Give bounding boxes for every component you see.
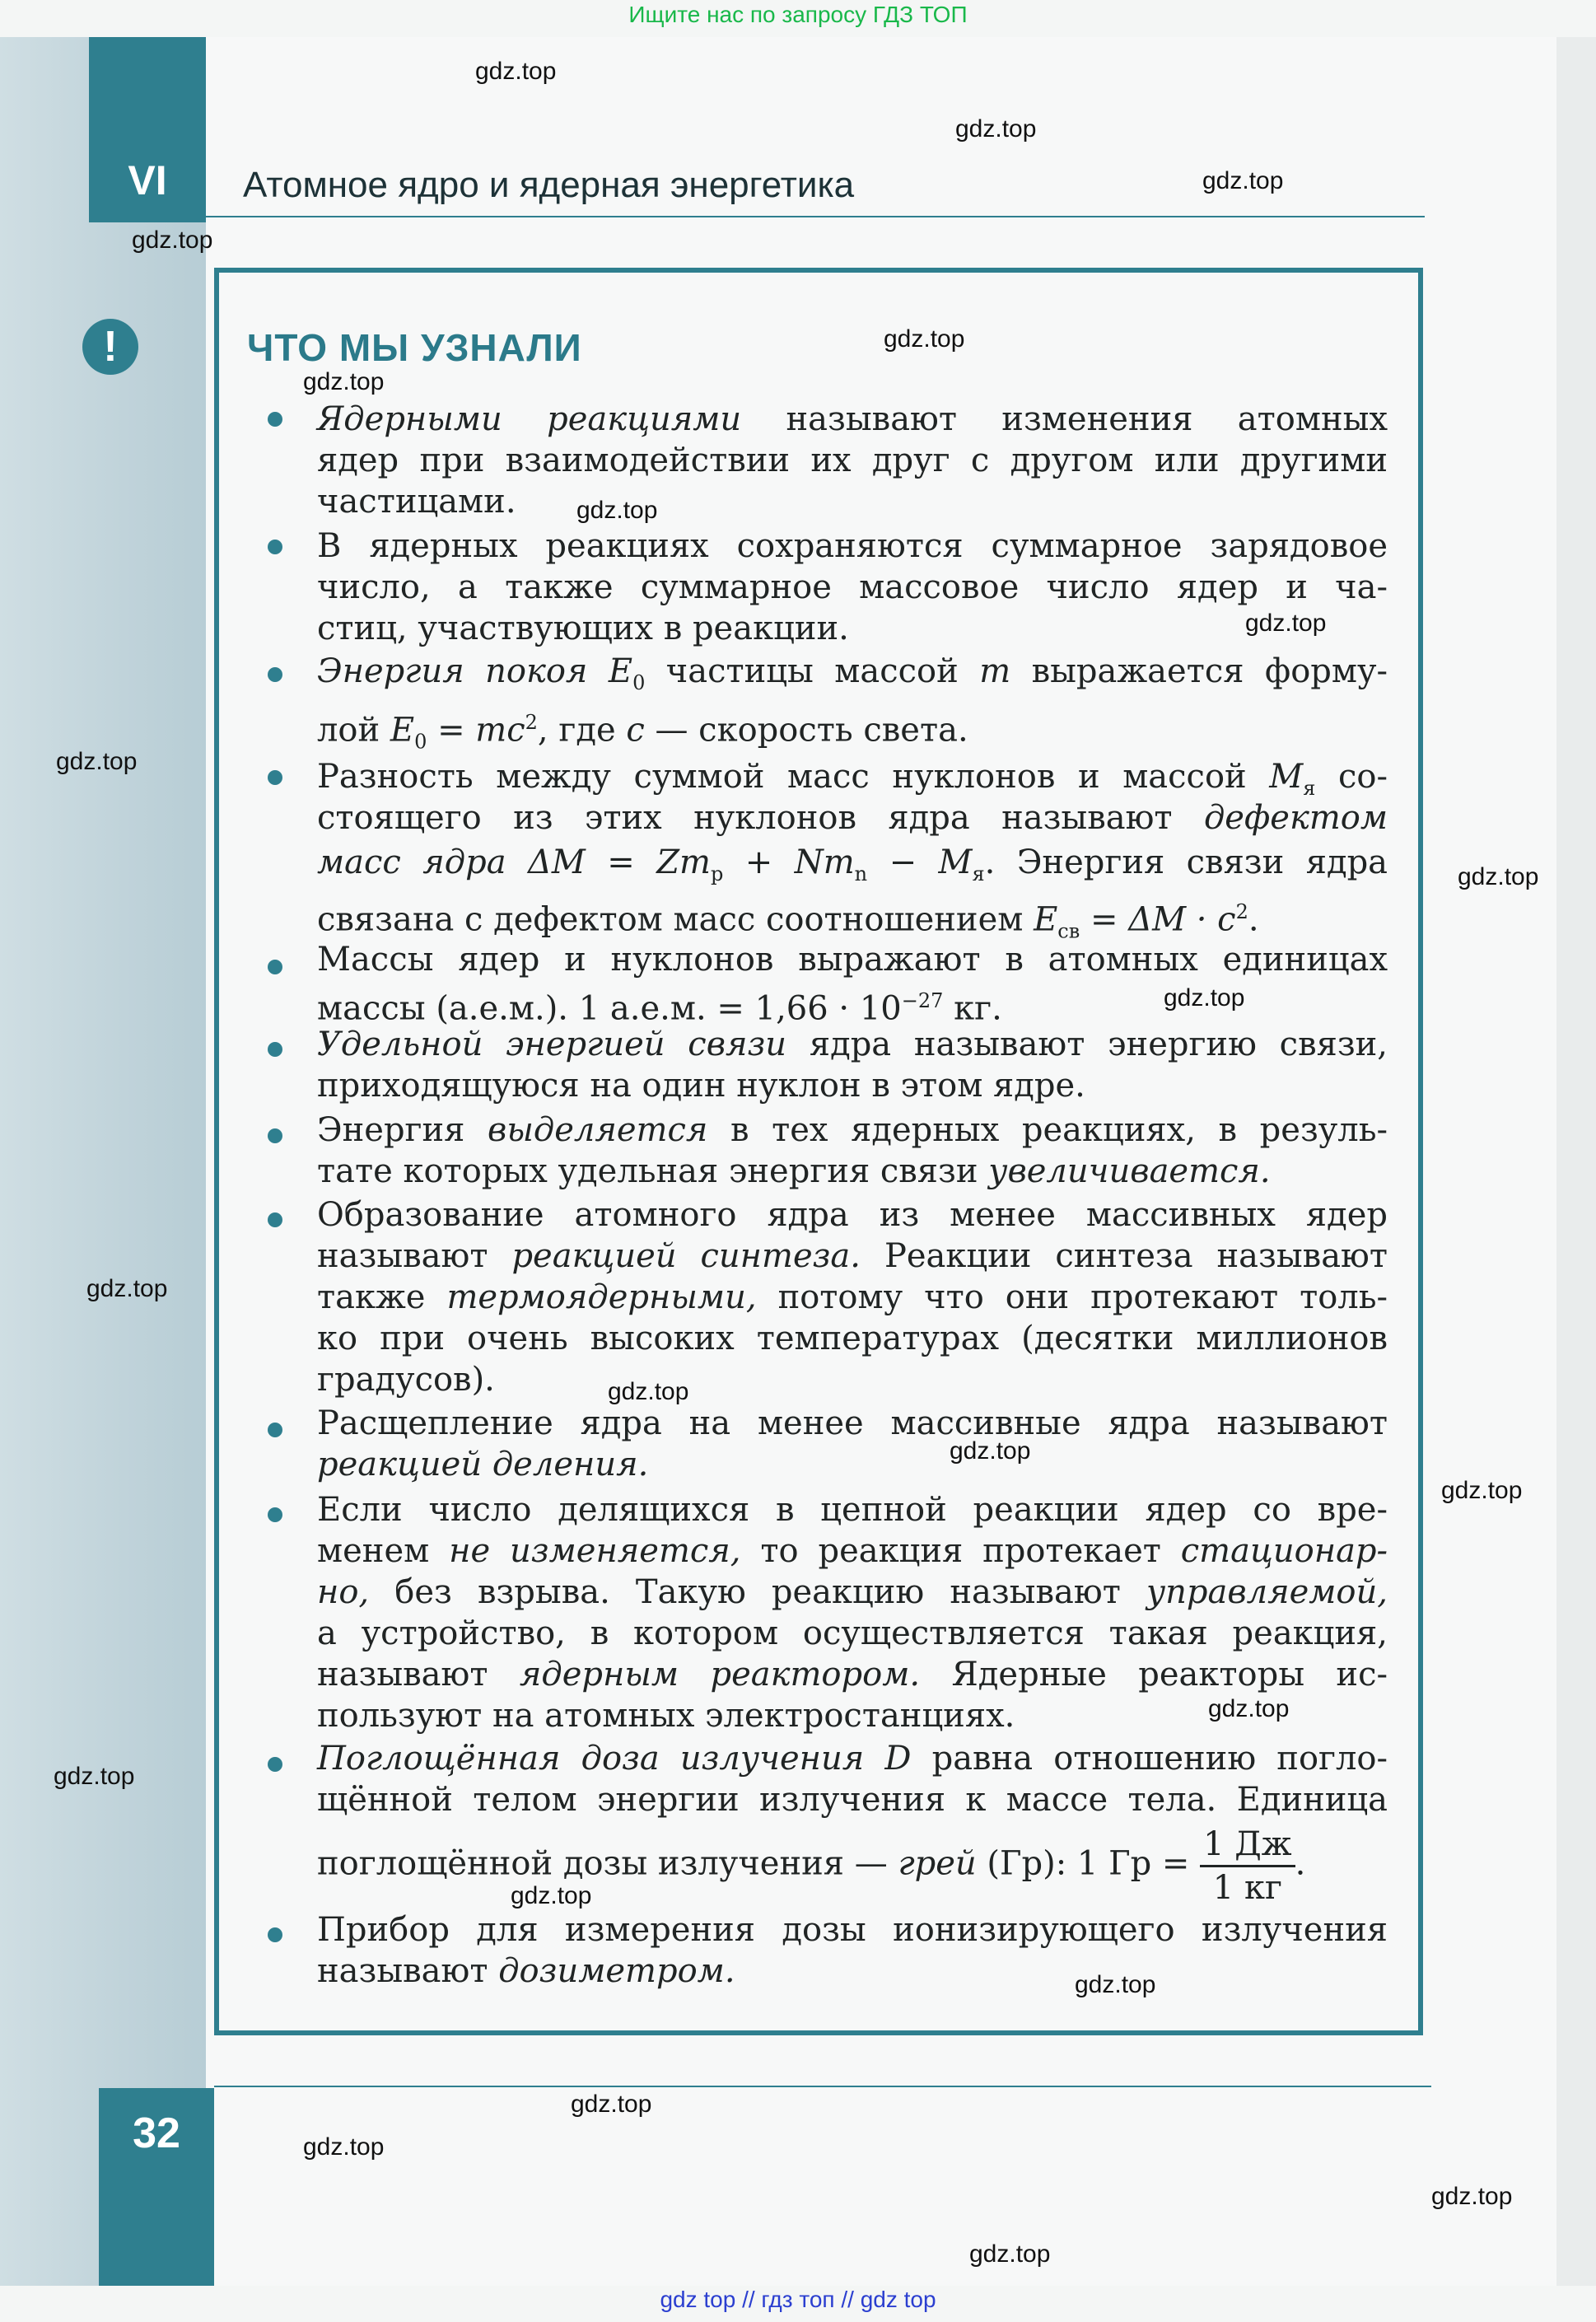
item-text: Энергия покоя [317, 652, 588, 690]
item-text: массы (а.е.м.). 1 а.е.м. = 1,66 · 10 [317, 989, 902, 1028]
item-text: то реакция протекает [760, 1532, 1161, 1570]
watermark: gdz.top [303, 2133, 385, 2161]
item-text: Образование атомного ядра из менее массивных ядер [317, 1196, 1388, 1234]
formula: E [608, 652, 633, 690]
bullet-icon [268, 540, 282, 554]
item-text: называют [317, 1656, 488, 1694]
formula: E [1034, 900, 1058, 939]
item-text: Расщепление ядра на менее массивные ядра называют [317, 1404, 1388, 1442]
item-text: потому что они протекают толь- [777, 1278, 1388, 1316]
item-text: пользуют на атомных электростанциях. [317, 1697, 1015, 1735]
formula: со- [1338, 758, 1388, 796]
page-number: 32 [133, 2109, 180, 2157]
item-text: связана с дефектом масс соотношением [317, 900, 1024, 939]
formula: я [972, 862, 985, 885]
item-text: реакцией деления. [317, 1446, 649, 1483]
item-text: Энергия связи ядра [1016, 843, 1388, 881]
formula: 2 [525, 711, 538, 734]
item-text: Ядерные реакторы ис- [951, 1656, 1388, 1694]
item-text: частицами. [317, 483, 516, 521]
watermark: gdz.top [950, 1437, 1031, 1465]
watermark: gdz.top [1458, 863, 1539, 890]
formula: 0 [414, 730, 427, 754]
watermark: gdz.top [884, 325, 965, 353]
item-text: называют изменения атомных [786, 400, 1388, 438]
item-text: термоядерными, [446, 1278, 757, 1316]
formula: 0 [632, 671, 646, 694]
item-text: стационар- [1180, 1532, 1388, 1570]
item-text: ко при очень высоких температурах (десятки миллионов [317, 1320, 1388, 1357]
item-text: В ядерных реакциях сохраняются суммарное зарядовое [317, 527, 1388, 565]
item-text: масс ядра [317, 843, 506, 881]
list-item [317, 399, 1388, 522]
item-text: Прибор для измерения дозы ионизирующего излучения [317, 1911, 1388, 1949]
item-text: Реакции синтеза называют [884, 1237, 1388, 1275]
bullet-icon [268, 770, 282, 785]
bullet-icon [268, 1423, 282, 1437]
watermark: gdz.top [86, 1275, 168, 1302]
item-text: ядерным реактором. [519, 1656, 921, 1694]
formula: , [537, 711, 548, 750]
item-text: Массы ядер и нуклонов выражают в атомных единицах [317, 941, 1388, 979]
formula: p [710, 862, 724, 885]
item-text: (Гр): 1 Гр = [987, 1844, 1190, 1883]
formula: E [390, 711, 415, 750]
formula: = ΔM · c [1080, 900, 1236, 939]
item-text: приходящуюся на один нуклон в этом ядре. [317, 1067, 1085, 1105]
formula: M [1269, 758, 1304, 796]
item-text: реакцией синтеза. [511, 1237, 861, 1275]
watermark: gdz.top [571, 2091, 652, 2118]
item-text: дозиметром. [498, 1952, 735, 1990]
item-text: в тех ядерных реакциях, в резуль- [730, 1111, 1388, 1149]
right-margin-strip [1556, 37, 1596, 2286]
footer-divider [214, 2086, 1431, 2087]
bullet-icon [268, 1507, 282, 1522]
item-text: грей [898, 1844, 977, 1883]
list-item [317, 1909, 1388, 1992]
watermark: gdz.top [56, 748, 138, 775]
unit-fraction [1200, 1824, 1295, 1909]
bullet-icon [268, 1212, 282, 1227]
formula: св [1057, 919, 1080, 943]
item-text: выделяется [488, 1111, 708, 1149]
watermark: gdz.top [511, 1882, 592, 1909]
formula: . [1248, 900, 1259, 939]
item-text: кг. [954, 989, 1002, 1028]
item-text: не изменяется, [449, 1532, 741, 1570]
watermark: gdz.top [132, 227, 213, 254]
formula: 2 [1235, 900, 1248, 923]
item-text: выражается форму- [1031, 652, 1388, 690]
list-item [317, 756, 1388, 943]
list-item [317, 1194, 1388, 1400]
item-text: стоящего из этих нуклонов ядра называют [317, 799, 1173, 837]
item-text: но, [317, 1573, 370, 1611]
watermark: gdz.top [1431, 2183, 1513, 2210]
formula: = mc [427, 711, 525, 750]
item-text: без взрыва. Такую реакцию называют [394, 1573, 1121, 1611]
fraction-denominator: 1 кг [1212, 1869, 1282, 1907]
formula: − M [867, 843, 973, 881]
item-text: Энергия [317, 1111, 465, 1149]
list-item [317, 651, 1388, 754]
fraction-numerator: 1 Дж [1200, 1824, 1295, 1867]
watermark: gdz.top [1202, 167, 1284, 194]
item-text: щённой телом энергии излучения к массе тела. Единица [317, 1781, 1388, 1819]
item-text: а устройство, в котором осуществляется такая реакция, [317, 1614, 1388, 1652]
item-text: частицы массой [665, 652, 959, 690]
formula: −27 [901, 989, 944, 1012]
item-text: называют [317, 1952, 488, 1990]
chapter-number: VI [128, 157, 167, 203]
list-item [317, 1110, 1388, 1192]
item-text: Разность между суммой масс нуклонов и массой [317, 758, 1247, 796]
item-text: стиц, участвующих в реакции. [317, 610, 849, 647]
bullet-icon [268, 960, 282, 974]
watermark: gdz.top [54, 1763, 135, 1790]
bottom-banner[interactable]: gdz top // гдз топ // gdz top [660, 2287, 936, 2312]
item-text: тате которых удельная энергия связи [317, 1152, 978, 1190]
watermark: gdz.top [1245, 610, 1327, 637]
formula: я [1303, 777, 1316, 800]
left-margin-band [0, 37, 206, 2286]
bullet-icon [268, 1128, 282, 1143]
bullet-icon [268, 412, 282, 427]
list-item [317, 1403, 1388, 1485]
item-text: Если число делящихся в цепной реакции ядер со вре- [317, 1491, 1388, 1529]
top-banner[interactable]: Ищите нас по запросу ГДЗ ТОП [628, 2, 968, 27]
watermark: gdz.top [1075, 1971, 1156, 1998]
header-divider [206, 216, 1425, 217]
watermark: gdz.top [969, 2240, 1051, 2268]
bullet-icon [268, 1757, 282, 1772]
item-text: управляемой, [1146, 1573, 1388, 1611]
item-text: Поглощённая доза излучения [317, 1740, 865, 1778]
formula: + Nm [723, 843, 855, 881]
item-text: Ядерными реакциями [317, 400, 742, 438]
watermark: gdz.top [475, 58, 557, 85]
chapter-title: Атомное ядро и ядерная энергетика [243, 165, 855, 205]
watermark: gdz.top [303, 368, 385, 395]
item-text: называют [317, 1237, 488, 1275]
item-text: число, а также суммарное массовое число ядер и ча- [317, 568, 1388, 606]
formula: . [984, 843, 996, 881]
item-text: дефектом [1203, 799, 1388, 837]
item-text: Удельной энергией связи [317, 1026, 787, 1063]
list-item [317, 1024, 1388, 1106]
item-text: градусов). [317, 1361, 495, 1399]
watermark: gdz.top [1208, 1695, 1290, 1722]
bullet-icon [268, 1927, 282, 1942]
formula: . [1295, 1844, 1306, 1883]
formula: n [854, 862, 868, 885]
bullet-icon [268, 667, 282, 682]
formula: m [979, 652, 1011, 690]
item-text: где [558, 711, 616, 750]
list-item [317, 526, 1388, 649]
item-text: — скорость света. [655, 711, 968, 750]
watermark: gdz.top [955, 115, 1037, 142]
bullet-icon [268, 1042, 282, 1057]
item-text: ядра называют энергию связи, [809, 1026, 1388, 1063]
watermark: gdz.top [608, 1378, 689, 1405]
item-text: лой [317, 711, 380, 750]
item-text: также [317, 1278, 426, 1316]
watermark: gdz.top [1164, 984, 1245, 1011]
exclamation-icon: ! [82, 319, 138, 375]
formula: c [626, 711, 645, 750]
item-text: равна отношению погло- [931, 1740, 1388, 1778]
item-text: увеличивается. [988, 1152, 1271, 1190]
formula: ΔM = Zm [528, 843, 711, 881]
section-title: ЧТО МЫ УЗНАЛИ [247, 326, 582, 369]
formula: D [884, 1740, 912, 1778]
item-text: поглощённой дозы излучения — [317, 1844, 888, 1883]
item-text: ядер при взаимодействии их друг с другом или другими [317, 442, 1388, 479]
watermark: gdz.top [576, 497, 658, 524]
item-text: менем [317, 1532, 430, 1570]
watermark: gdz.top [1441, 1477, 1523, 1504]
